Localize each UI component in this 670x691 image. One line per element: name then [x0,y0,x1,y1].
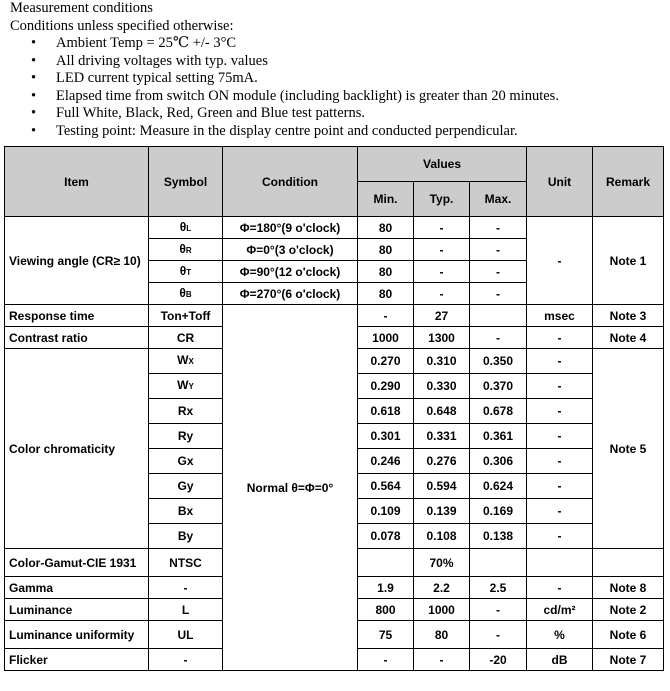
typ-cell: 0.310 [414,349,470,374]
unit-cell: - [527,524,593,549]
unit-cell: - [527,577,593,599]
typ-cell: 1300 [414,327,470,349]
header-condition: Condition [223,147,358,217]
condition-normal: Normal θ=Φ=0° [223,305,358,671]
min-cell: 1000 [358,327,414,349]
conditions-subtitle: Conditions unless specified otherwise: [10,17,234,34]
condition-cell: Φ=90°(12 o'clock) [223,261,358,283]
max-cell: 0.678 [470,399,527,424]
remark-cell: Note 3 [593,305,664,327]
symbol-cell: UL [149,621,223,649]
typ-cell: 0.648 [414,399,470,424]
min-cell: 0.290 [358,374,414,399]
unit-cell: - [527,474,593,499]
unit-cell: cd/m² [527,599,593,621]
header-item: Item [5,147,149,217]
unit-cell: - [527,449,593,474]
typ-cell: - [414,217,470,239]
typ-cell: - [414,649,470,671]
unit-cell: msec [527,305,593,327]
header-values: Values [358,147,527,182]
header-symbol: Symbol [149,147,223,217]
unit-cell: - [527,424,593,449]
min-cell: 0.564 [358,474,414,499]
condition-item: • LED current typical setting 75mA. [56,70,660,88]
min-cell: 80 [358,261,414,283]
max-cell: 0.361 [470,424,527,449]
table-row [5,305,664,327]
min-cell: 0.301 [358,424,414,449]
min-cell: 1.9 [358,577,414,599]
symbol-cell: CR [149,327,223,349]
item-contrast-ratio: Contrast ratio [5,327,149,349]
typ-cell: - [414,239,470,261]
unit-cell: - [527,217,593,305]
item-response-time: Response time [5,305,149,327]
typ-cell: 70% [414,549,470,577]
item-luminance: Luminance [5,599,149,621]
remark-cell: Note 1 [593,217,664,305]
symbol-cell: θR [149,239,223,261]
max-cell: 0.169 [470,499,527,524]
max-cell: 0.624 [470,474,527,499]
typ-cell: 27 [414,305,470,327]
min-cell: 0.246 [358,449,414,474]
symbol-cell: Gx [149,449,223,474]
typ-cell: 0.276 [414,449,470,474]
condition-cell: Φ=0°(3 o'clock) [223,239,358,261]
symbol-cell: Ton+Toff [149,305,223,327]
symbol-cell: - [149,649,223,671]
min-cell: 80 [358,217,414,239]
max-cell: 2.5 [470,577,527,599]
remark-cell: Note 8 [593,577,664,599]
min-cell: - [358,649,414,671]
min-cell: 0.109 [358,499,414,524]
item-luminance-uniformity: Luminance uniformity [5,621,149,649]
max-cell: - [470,327,527,349]
item-color-chromaticity: Color chromaticity [5,349,149,549]
header-remark: Remark [593,147,664,217]
unit-cell: - [527,327,593,349]
min-cell: 80 [358,239,414,261]
condition-item: • Elapsed time from switch ON module (including backlight) is greater than 20 minutes. [56,88,660,106]
max-cell: - [470,621,527,649]
max-cell: -20 [470,649,527,671]
remark-cell: Note 2 [593,599,664,621]
remark-cell: Note 6 [593,621,664,649]
min-cell [358,549,414,577]
conditions-list [10,35,660,140]
typ-cell: 1000 [414,599,470,621]
max-cell: - [470,217,527,239]
typ-cell: 0.108 [414,524,470,549]
min-cell: 0.078 [358,524,414,549]
unit-cell: - [527,374,593,399]
typ-cell: 0.594 [414,474,470,499]
header-max: Max. [470,182,527,217]
unit-cell: % [527,621,593,649]
section-title: Measurement conditions [10,0,153,16]
min-cell: 75 [358,621,414,649]
symbol-cell: Bx [149,499,223,524]
remark-cell: Note 5 [593,349,664,549]
symbol-cell: Gy [149,474,223,499]
condition-item: • Full White, Black, Red, Green and Blue test patterns. [56,105,660,123]
min-cell: - [358,305,414,327]
symbol-cell: By [149,524,223,549]
measurement-conditions [10,0,660,140]
condition-cell: Φ=270°(6 o'clock) [223,283,358,305]
symbol-cell: θL [149,217,223,239]
symbol-cell: Ry [149,424,223,449]
symbol-cell: WX [149,349,223,374]
remark-cell: Note 7 [593,649,664,671]
condition-item: • Ambient Temp = 25℃ +/- 3°C [56,35,660,53]
max-cell: 0.138 [470,524,527,549]
typ-cell: 0.330 [414,374,470,399]
symbol-cell: - [149,577,223,599]
condition-item: • All driving voltages with typ. values [56,53,660,71]
typ-cell: 2.2 [414,577,470,599]
item-gamma: Gamma [5,577,149,599]
item-viewing-angle: Viewing angle (CR≥ 10) [5,217,149,305]
max-cell: - [470,239,527,261]
header-typ: Typ. [414,182,470,217]
unit-cell: - [527,399,593,424]
symbol-cell: L [149,599,223,621]
unit-cell [527,549,593,577]
typ-cell: - [414,261,470,283]
typ-cell: 0.139 [414,499,470,524]
max-cell [470,305,527,327]
item-color-gamut: Color-Gamut-CIE 1931 [5,549,149,577]
max-cell: 0.370 [470,374,527,399]
header-min: Min. [358,182,414,217]
max-cell: - [470,599,527,621]
symbol-cell: WY [149,374,223,399]
condition-item: • Testing point: Measure in the display centre point and conducted perpendicular. [56,123,660,141]
typ-cell: - [414,283,470,305]
typ-cell: 0.331 [414,424,470,449]
header-unit: Unit [527,147,593,217]
min-cell: 80 [358,283,414,305]
unit-cell: - [527,349,593,374]
condition-cell: Φ=180°(9 o'clock) [223,217,358,239]
symbol-cell: Rx [149,399,223,424]
max-cell: - [470,283,527,305]
symbol-cell: θT [149,261,223,283]
min-cell: 800 [358,599,414,621]
unit-cell: dB [527,649,593,671]
remark-cell [593,549,664,577]
min-cell: 0.618 [358,399,414,424]
item-flicker: Flicker [5,649,149,671]
symbol-cell: NTSC [149,549,223,577]
typ-cell: 80 [414,621,470,649]
remark-cell: Note 4 [593,327,664,349]
symbol-cell: θB [149,283,223,305]
max-cell: 0.306 [470,449,527,474]
table-row [5,217,664,239]
min-cell: 0.270 [358,349,414,374]
optical-spec-table [4,146,664,671]
header-row [5,147,664,182]
unit-cell: - [527,499,593,524]
max-cell: - [470,261,527,283]
max-cell: 0.350 [470,349,527,374]
max-cell [470,549,527,577]
